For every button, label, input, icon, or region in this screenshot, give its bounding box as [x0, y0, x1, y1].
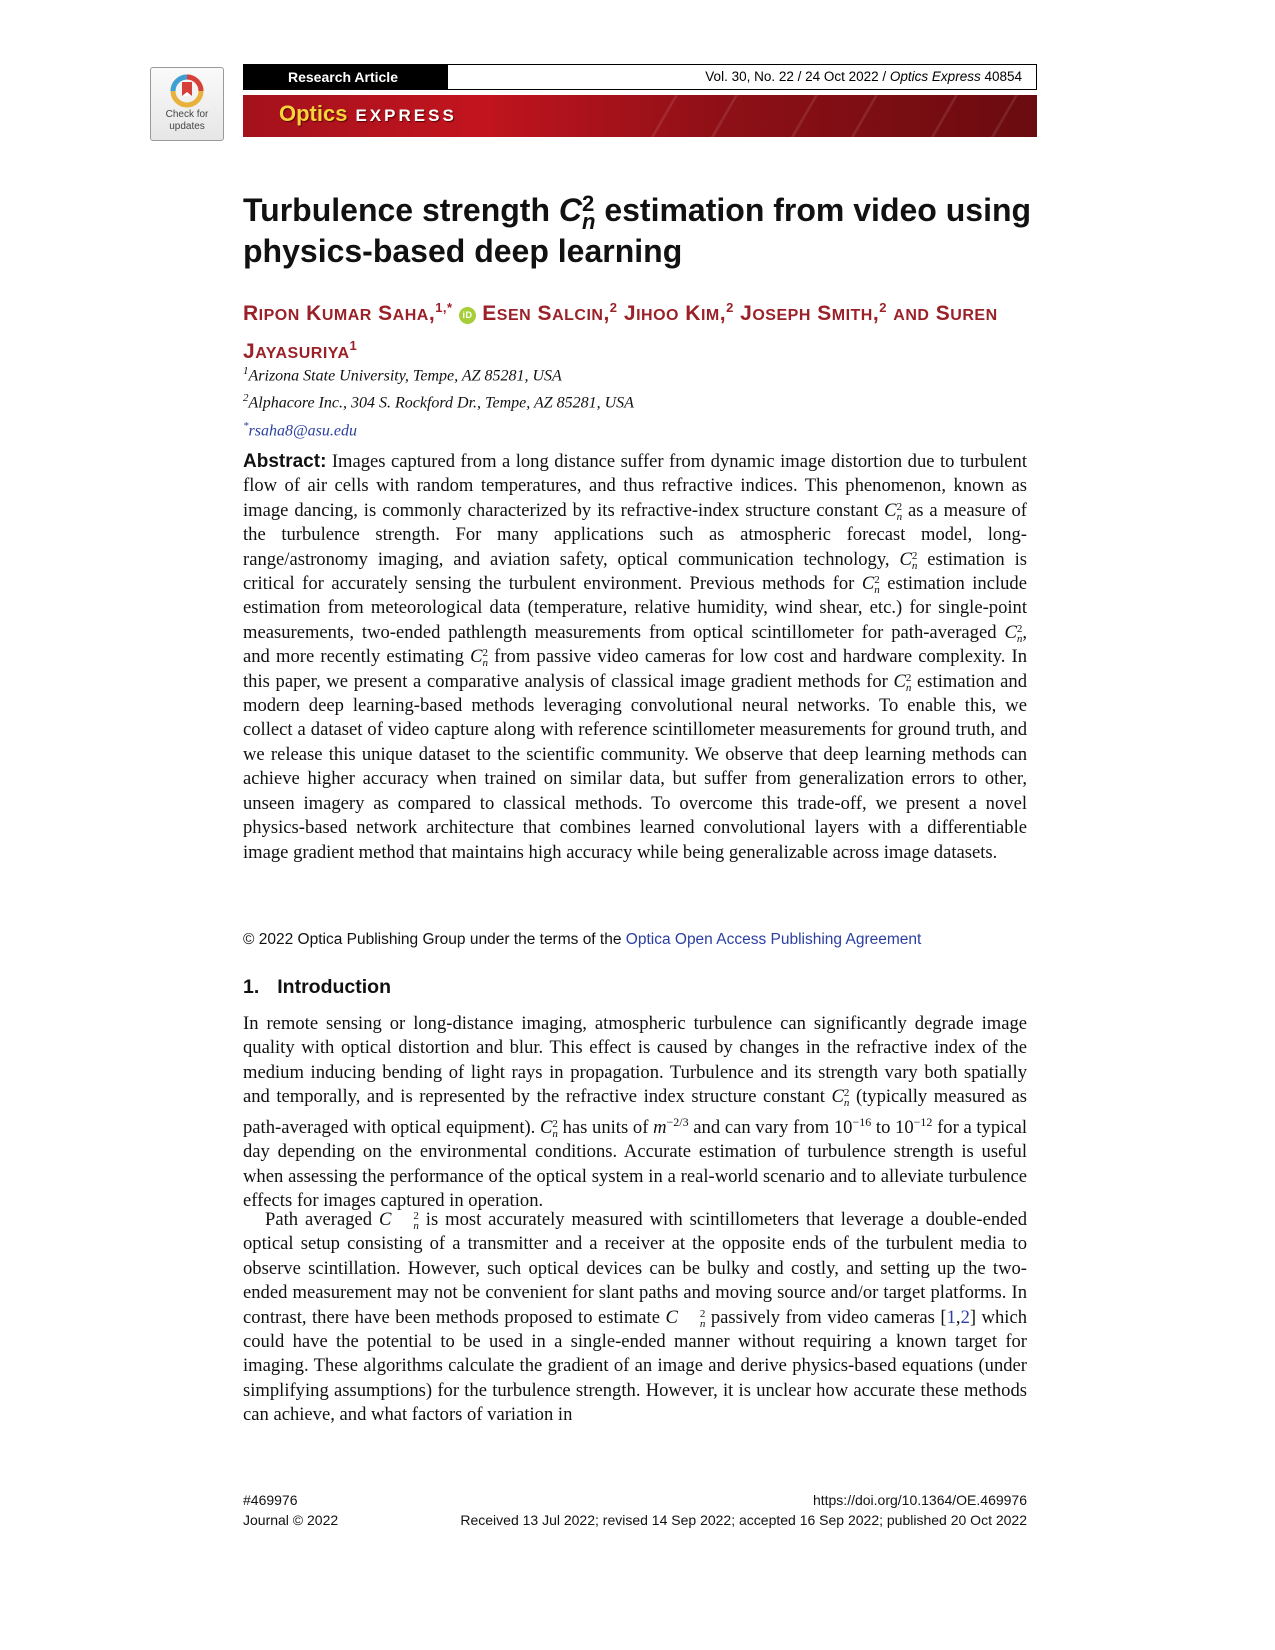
symbol-sub: n [843, 1097, 850, 1110]
author-letter: J [243, 340, 256, 363]
crossmark-icon [170, 74, 204, 108]
affiliation-1 [243, 360, 1037, 387]
affiliation-sup: 1 [243, 365, 249, 377]
author-rest: AYASURIYA [255, 345, 350, 362]
copyright-text: © 2022 Optica Publishing Group under the terms of the [243, 931, 626, 948]
abstract-text: from passive video cameras for low cost and hardware complexity. In this paper, we present a comparative analysis of classical image gradient methods for [243, 646, 1028, 692]
symbol-sub: n [482, 657, 488, 670]
cn2-symbol [884, 500, 902, 521]
symbol-sup: 2 [1016, 622, 1023, 635]
symbol-base: C [470, 646, 483, 668]
volume-info [705, 65, 1022, 89]
section-heading [243, 975, 391, 999]
symbol-sub: n [896, 510, 903, 523]
author-rest: IPON [258, 307, 300, 324]
title-symbol [558, 190, 596, 234]
author-rest: ALCIN [552, 307, 604, 324]
symbol-sup: 2 [699, 1307, 706, 1320]
symbol-sup: 2 [413, 1210, 419, 1222]
author-rest: UREN [950, 307, 998, 324]
cn2-symbol [1004, 622, 1022, 643]
cn2-symbol [665, 1307, 705, 1328]
author-letter: S [935, 302, 951, 325]
logo-optics: Optics [279, 101, 348, 126]
intro-text: is most accurately measured with scintillometers that leverage a double-ended optical setup consisting of a transmitter and a receiver at the opposite ends of the turbulent media to observe scintillation. However, such optical devices can be bulky and costly, and setting up the two-ended measurement may not be convenient for slant paths and moving source and/or target platforms. In contrast, there have been methods proposed to estimate [243, 1209, 1028, 1328]
author-sup: 2 [609, 300, 618, 315]
email-link[interactable]: rsaha8@asu.edu [248, 421, 357, 439]
cn2-symbol [470, 646, 488, 670]
author-rest: MITH [831, 307, 873, 324]
footer-right [460, 1490, 1027, 1530]
license-link[interactable]: Optica Open Access Publishing Agreement [625, 931, 922, 948]
symbol-base: C [540, 1116, 553, 1138]
volume-prefix: Vol. 30, No. 22 / 24 Oct 2022 / [705, 69, 890, 84]
cn2-symbol [379, 1209, 419, 1230]
symbol-base: C [831, 1086, 844, 1108]
intro-text: has units of [557, 1116, 654, 1138]
affiliation-text: Arizona State University, Tempe, AZ 85281, USA [248, 367, 562, 385]
paper-title [243, 190, 1037, 271]
symbol-sup: 2 [905, 671, 912, 684]
symbol-sub: n [413, 1220, 419, 1232]
author-rest: IM [700, 307, 720, 324]
title-part-2: estimation from video using physics-based deep learning [243, 192, 1032, 269]
abstract-text: estimation is critical for accurately sensing the turbulent environment. Previous methods for [243, 548, 1027, 595]
cn2-symbol [831, 1086, 850, 1110]
intro-text: to 10 [871, 1116, 914, 1138]
intro-text: In remote sensing or long-distance imaging, atmospheric turbulence can significantly degrade image quality with optical distortion and blur. This effect is caused by changes in the refractive index of the medium inducing bending of light rays in propagation. Turbulence and its strength vary both spatially and temporally, and is represented by the refractive index structure constant [243, 1013, 1027, 1108]
author-rest: IHOO [636, 307, 679, 324]
symbol-sub: n [1016, 632, 1023, 645]
symbol-base: C [899, 548, 912, 570]
abstract-text: Images captured from a long distance suffer from dynamic image distortion due to turbulent flow of air cells with random temperatures, and thus refractive indices. This phenomenon, known as image dancing, is commonly characterized by its refractive-index structure constant [243, 451, 1027, 521]
affiliation-2 [243, 387, 1037, 414]
journal-logo [279, 99, 457, 131]
intro-text: and can vary from 10 [688, 1116, 853, 1138]
symbol-sub: n [874, 584, 880, 597]
symbol-base: C [861, 573, 875, 595]
symbol-sub: n [905, 681, 912, 694]
author-3[interactable]: JIHOO KIM,$^2$ [623, 300, 734, 325]
author-sup: 1,* [435, 300, 453, 315]
affiliations [243, 360, 1037, 442]
symbol-sub: n [581, 208, 596, 234]
section-number: 1. [243, 976, 260, 998]
intro-text: ] which could have the potential to be used in a single-ended manner without requiring a known target for imaging. These algorithms calculate the gradient of an image and derive physics-based equations (under simplifying assumptions) for the turbulence strength. However, it is unclear how accurate these methods can achieve, and what factors of variation in [243, 1306, 1027, 1426]
intro-paragraph-2 [243, 1208, 1027, 1428]
author-letter: K [685, 302, 701, 325]
abstract-text: as a measure of the turbulence strength. For many applications such as atmospheric forecast model, long-range/astronomy imaging, and aviation safety, optical communication technology, [243, 499, 1027, 570]
footer-left [243, 1490, 338, 1530]
section-title: Introduction [277, 976, 391, 998]
citation-separator: , [955, 1306, 961, 1328]
affiliation-sup: 2 [243, 392, 249, 405]
journal-banner [243, 95, 1037, 137]
symbol-base: C [558, 192, 582, 228]
logo-express: EXPRESS [355, 106, 457, 125]
author-letter: S [537, 302, 553, 325]
symbol-sup: 2 [552, 1117, 558, 1130]
author-rest: AHA [392, 307, 429, 324]
manuscript-id: #469976 [243, 1492, 298, 1508]
symbol-sub: n [699, 1317, 706, 1330]
cn2-symbol [540, 1117, 558, 1138]
unit-exponent: −2/3 [666, 1114, 689, 1129]
email-line [243, 415, 1037, 442]
symbol-sup: 2 [874, 574, 880, 587]
symbol-base: C [884, 499, 897, 521]
title-part-1: Turbulence strength [243, 192, 559, 228]
abstract-text: estimation and modern deep learning-based methods leveraging convolutional neural networks. To enable this, we collect a dataset of video capture along with reference scintillometer measurements for ground truth, and we release this unique dataset to the scientific community. We observe that deep learning methods can achieve higher accuracy when trained on similar data, but suffer from generalization errors to other, unseen imagery as compared to classical methods. To overcome this trade-off, we present a novel physics-based network architecture that combines learned convolutional layers with a differentiable image gradient method that maintains high accuracy while being generalizable across image datasets. [243, 670, 1028, 863]
unit-base: m [653, 1116, 667, 1138]
intro-text: passively from video cameras [ [705, 1306, 947, 1328]
symbol-sub: n [552, 1127, 558, 1140]
author-sup: 2 [879, 300, 887, 315]
exponent: −12 [913, 1114, 933, 1129]
symbol-sup: 2 [896, 500, 903, 513]
symbol-sub: n [911, 559, 918, 572]
author-letter: R [243, 302, 259, 325]
abstract-text: , and more recently estimating [243, 621, 1027, 668]
citation-link[interactable]: 1 [946, 1306, 956, 1328]
abstract-text: estimation include estimation from meteorological data (temperature, relative humidity, wind shear, etc.) for single-point measurements, two-ended pathlength measurements from optical scintillometer for path-averaged [243, 573, 1027, 643]
author-2[interactable]: ESEN SALCIN,$^2$ [482, 300, 618, 325]
cn2-symbol [899, 549, 917, 570]
orcid-icon[interactable]: iD [459, 307, 476, 324]
author-letter: J [740, 302, 753, 325]
citation-link[interactable]: 2 [960, 1306, 970, 1328]
author-sup: 2 [726, 300, 734, 315]
author-rest: OSEPH [752, 307, 811, 324]
author-letter: J [623, 302, 637, 325]
cn2-symbol [861, 573, 880, 597]
abstract [243, 450, 1027, 865]
check-for-updates-badge[interactable] [150, 67, 224, 141]
doi-link[interactable]: https://doi.org/10.1364/OE.469976 [812, 1492, 1027, 1508]
author-rest: SEN [496, 307, 532, 324]
page-number: 40854 [980, 69, 1022, 84]
badge-line1: Check for [165, 109, 209, 120]
symbol-sup: 2 [843, 1087, 850, 1100]
author-letter: E [482, 302, 497, 325]
author-list [243, 293, 1037, 369]
author-rest: UMAR [321, 307, 372, 324]
author-1[interactable]: RIPON KUMAR SAHA,$^{1,*}$ [243, 300, 453, 325]
symbol-sup: 2 [482, 647, 488, 660]
symbol-base: C [665, 1306, 678, 1328]
intro-text: for a typical day depending on the environmental conditions. Accurate estimation of turbulence strength is useful when assessing the performance of the optical system in a real-world scenario and to alleviate turbulence effects for images captured in operation. [243, 1116, 1027, 1212]
symbol-sup: 2 [581, 190, 595, 216]
publication-dates: Received 13 Jul 2022; revised 14 Sep 2022; accepted 16 Sep 2022; published 20 Oct 2022 [460, 1512, 1027, 1528]
affiliation-text: Alphacore Inc., 304 S. Rockford Dr., Tempe, AZ 85281, USA [248, 394, 634, 412]
article-type: Research Article [244, 65, 448, 89]
intro-paragraph-1 [243, 1012, 1027, 1213]
journal-copyright: Journal © 2022 [243, 1512, 339, 1528]
journal-header [243, 64, 1037, 90]
email-sup: * [243, 419, 249, 432]
author-4[interactable]: JOSEPH SMITH,$^2$ [740, 300, 887, 325]
copyright-line [243, 930, 921, 950]
intro-text: Path averaged [265, 1209, 379, 1230]
author-letter: S [817, 302, 832, 325]
symbol-base: C [378, 1209, 392, 1230]
authors-and: AND [893, 307, 930, 324]
cn2-symbol [893, 671, 911, 692]
intro-text: (typically measured as path-averaged with optical equipment). [243, 1086, 1027, 1138]
symbol-base: C [1004, 621, 1017, 643]
exponent: −16 [852, 1114, 872, 1129]
symbol-base: C [893, 670, 906, 692]
author-letter: K [306, 302, 322, 325]
symbol-sup: 2 [911, 549, 918, 562]
author-letter: S [378, 302, 393, 325]
journal-name: Optics Express [889, 69, 981, 84]
badge-line2: updates [169, 121, 205, 132]
abstract-label: Abstract: [243, 451, 327, 472]
author-sup: 1 [349, 338, 358, 353]
